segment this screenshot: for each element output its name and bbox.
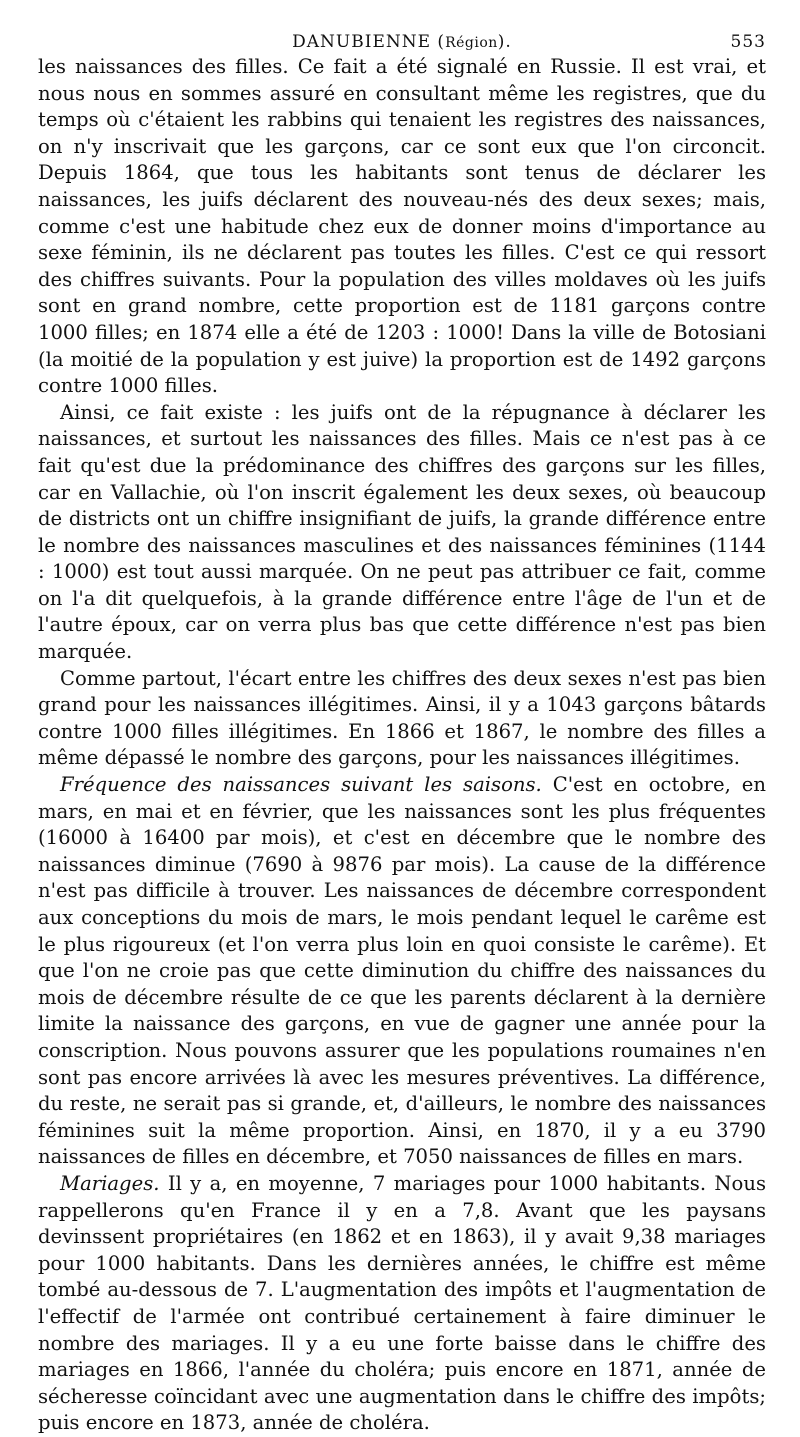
header-title-small: Région [445,35,498,51]
paragraph-5-lead: Mariages. [60,1171,160,1195]
paragraph-3 [38,666,766,772]
paragraph-4-text: C'est en octobre, en mars, en mai et en février, que les naissances sont les plus fréquentes (16000 à 16400 par mois), et c'est en décembre que le nombre des naissances diminue (7690 à 9876 par mois). La cause de la différence n'est pas difficile à trouver. Les naissances de décembre correspondent aux conceptions du mois de mars, le mois pendant lequel le carême est le plus rigoureux (et l'on verra plus loin en quoi consiste le carême). Et que l'on ne croie pas que cette diminution du chiffre des naissances du mois de décembre résulte de ce que les parents déclarent à la dernière limite la naissance des garçons, en vue de gagner une année pour la conscription. Nous pouvons assurer que les populations roumaines n'en sont pas encore arrivées là avec les mesures préventives. La différence, du reste, ne serait pas si grande, et, d'ailleurs, le nombre des naissances féminines suit la même proportion. Ainsi, en 1870, il y a eu 3790 naissances de filles en décembre, et 7050 naissances de filles en mars. [38,773,767,1169]
paragraph-3-text: Comme partout, l'écart entre les chiffres des deux sexes n'est pas bien grand pour les naissances illégitimes. Ainsi, il y a 1043 garçons bâtards contre 1000 filles illégitimes. En 1866 et 1867, le nombre des filles a même dépassé le nombre des garçons, pour les naissances illégitimes. [38,666,766,770]
paragraph-2-text: Ainsi, ce fait existe : les juifs ont de la répugnance à déclarer les naissances, et surtout les naissances des filles. Mais ce n'est pas à ce fait qu'est due la prédominance des chiffres des garçons sur les filles, car en Vallachie, où l'on inscrit également les deux sexes, où beaucoup de districts ont un chiffre insignifiant de juifs, la grande différence entre le nombre des naissances masculines et des naissances féminines (1144 : 1000) est tout aussi marquée. On ne peut pas attribuer ce fait, comme on l'a dit quelquefois, à la grande différence entre l'âge de l'un et de l'autre époux, car on verra plus bas que cette différence n'est pas bien marquée. [38,400,766,664]
body-text [38,54,766,1437]
page-number: 553 [730,32,766,52]
header-title-end: ). [497,32,512,52]
paragraph-4 [38,772,766,1171]
paragraph-1 [38,54,766,400]
paragraph-5-text: Il y a, en moyenne, 7 mariages pour 1000 habitants. Nous rappellerons qu'en France il y en a 7,8. Avant que les paysans devinssent propriétaires (en 1862 et en 1863), il y avait 9,38 mariages pour 1000 habitants. Dans les dernières années, le chiffre est même tombé au-dessous de 7. L'augmentation des impôts et l'augmentation de l'effectif de l'armée ont contribué certainement à faire diminuer le nombre des mariages. Il y a eu une forte baisse dans le chiffre des mariages en 1866, l'année du choléra; puis encore en 1871, année de sécheresse coïncidant avec une augmentation dans le chiffre des impôts; puis encore en 1873, année de choléra. [38,1171,766,1435]
header-title [38,32,766,52]
paragraph-5 [38,1171,766,1437]
paragraph-1-text: les naissances des filles. Ce fait a été signalé en Russie. Il est vrai, et nous nous en sommes assuré en consultant même les registres, que du temps où c'étaient les rabbins qui tenaient les registres des naissances, on n'y inscrivait que les garçons, car ce sont eux que l'on circoncit. Depuis 1864, que tous les habitants sont tenus de déclarer les naissances, les juifs déclarent des nouveau-nés des deux sexes; mais, comme c'est une habitude chez eux de donner moins d'importance au sexe féminin, ils ne déclarent pas toutes les filles. C'est ce qui ressort des chiffres suivants. Pour la population des villes moldaves où les juifs sont en grand nombre, cette proportion est de 1181 garçons contre 1000 filles; en 1874 elle a été de 1203 : 1000! Dans la ville de Botosiani (la moitié de la population y est juive) la proportion est de 1492 garçons contre 1000 filles. [38,55,766,398]
header-title-main: DANUBIENNE ( [292,32,446,52]
running-header [38,26,766,54]
paragraph-4-lead: Fréquence des naissances suivant les saisons. [60,773,542,797]
paragraph-2 [38,400,766,666]
book-page [38,26,766,1437]
